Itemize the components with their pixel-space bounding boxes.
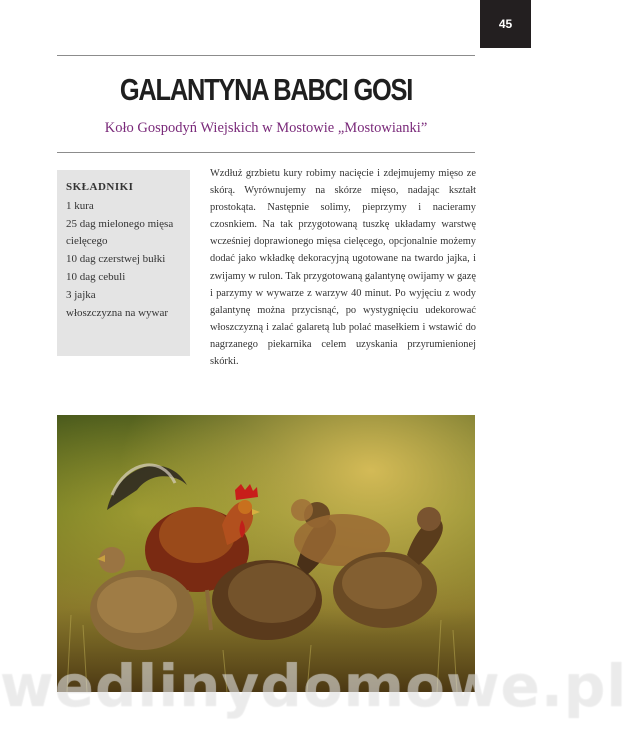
ingredients-panel — [57, 170, 190, 356]
page-number: 45 — [498, 17, 513, 31]
page-number-tab — [480, 0, 531, 48]
ingredients-list — [66, 198, 181, 323]
chickens-photo — [57, 415, 475, 692]
recipe-title: GALANTYNA BABCI GOSI — [119, 72, 413, 107]
ingredient-item: włoszczyzna na wywar — [66, 306, 169, 319]
instructions-text: Wzdłuż grzbietu kury robimy nacięcie i zdejmujemy mięso ze skórą. Wyrównujemy na skórze mięso, nadając kształt prostokąta. Następnie solimy, pieprzymy i nacieramy czosnkiem. Na tak przygotowaną tuszkę układamy warstwę wcześniej doprawionego mięsa cielęcego, opcjonalnie możemy dodać jako wkładkę dekoracyjną ugotowane na twardo jajka, i zwijamy w rulon. Tak przygotowaną galantynę owijamy w gazę i parzymy w wywarze z warzyw 40 minut. Po wyjęciu z wody galantynę można przycisnąć, po wystygnięciu udekorować włoszczyzną i zalać galaretą lub polać masełkiem i wstawić do nagrzanego piekarnika celem uzyskania przyrumienionej skórki. — [210, 168, 476, 368]
ingredient-item: 3 jajka — [66, 288, 96, 301]
ingredient-item: 10 dag czerstwej bułki — [66, 253, 166, 266]
ingredients-heading: SKŁADNIKI — [66, 181, 134, 193]
recipe-author: Koło Gospodyń Wiejskich w Mostowie „Mostowianki” — [104, 120, 428, 136]
ingredient-item: 10 dag cebuli — [66, 270, 126, 283]
watermark: wedlinydomowe.pl — [0, 652, 627, 720]
ingredient-item: 1 kura — [66, 199, 94, 212]
ingredient-item: 25 dag mielonego mięsa cielęcego — [66, 217, 174, 248]
header-divider — [57, 152, 475, 153]
top-divider — [57, 55, 475, 56]
